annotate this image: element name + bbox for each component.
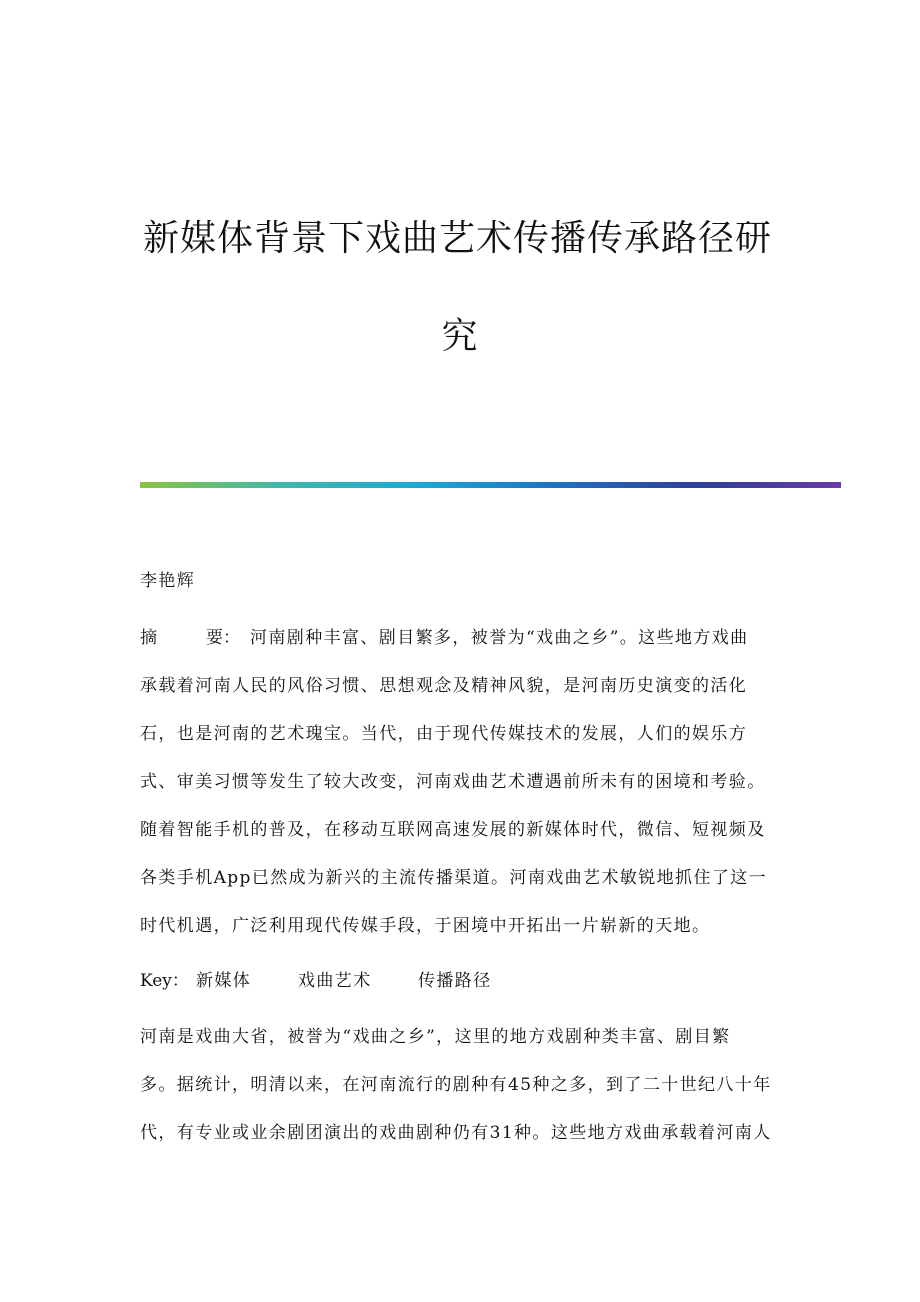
body-line: 代，有专业或业余剧团演出的戏曲剧种仍有31种。这些地方戏曲承载着河南人: [140, 1123, 772, 1143]
abstract-line: 时代机遇，广泛利用现代传媒手段，于困境中开拓出一片崭新的天地。: [140, 916, 711, 936]
paper-title-line-1: 新媒体背景下戏曲艺术传播传承路径研: [143, 218, 773, 259]
abstract-line: 式、审美习惯等发生了较大改变，河南戏曲艺术遭遇前所未有的困境和考验。: [140, 772, 766, 792]
abstract-line: 各类手机App已然成为新兴的主流传播渠道。河南戏曲艺术敏锐地抓住了这一: [140, 868, 768, 888]
abstract-line: 石，也是河南的艺术瑰宝。当代，由于现代传媒技术的发展，人们的娱乐方: [140, 724, 748, 744]
keyword-item: 戏曲艺术: [298, 971, 372, 991]
body-line: 多。据统计，明清以来，在河南流行的剧种有45种之多，到了二十世纪八十年: [140, 1075, 772, 1095]
keywords-label: Key：: [140, 971, 189, 991]
abstract-line: 河南剧种丰富、剧目繁多，被誉为“戏曲之乡”。这些地方戏曲: [250, 628, 749, 648]
body-line: 河南是戏曲大省，被誉为“戏曲之乡”，这里的地方戏剧种类丰富、剧目繁: [140, 1027, 731, 1047]
abstract-line: 随着智能手机的普及，在移动互联网高速发展的新媒体时代，微信、短视频及: [140, 820, 766, 840]
abstract-label-char-2: 要：: [206, 628, 240, 648]
author-name: 李艳辉: [140, 571, 196, 591]
paper-title-line-2: 究: [441, 316, 479, 357]
abstract-line: 承载着河南人民的风俗习惯、思想观念及精神风貌，是河南历史演变的活化: [140, 676, 748, 696]
abstract-label-char-1: 摘: [140, 628, 157, 648]
keyword-item: 传播路径: [418, 971, 492, 991]
keyword-item: 新媒体: [196, 971, 252, 991]
gradient-divider: [140, 482, 841, 488]
